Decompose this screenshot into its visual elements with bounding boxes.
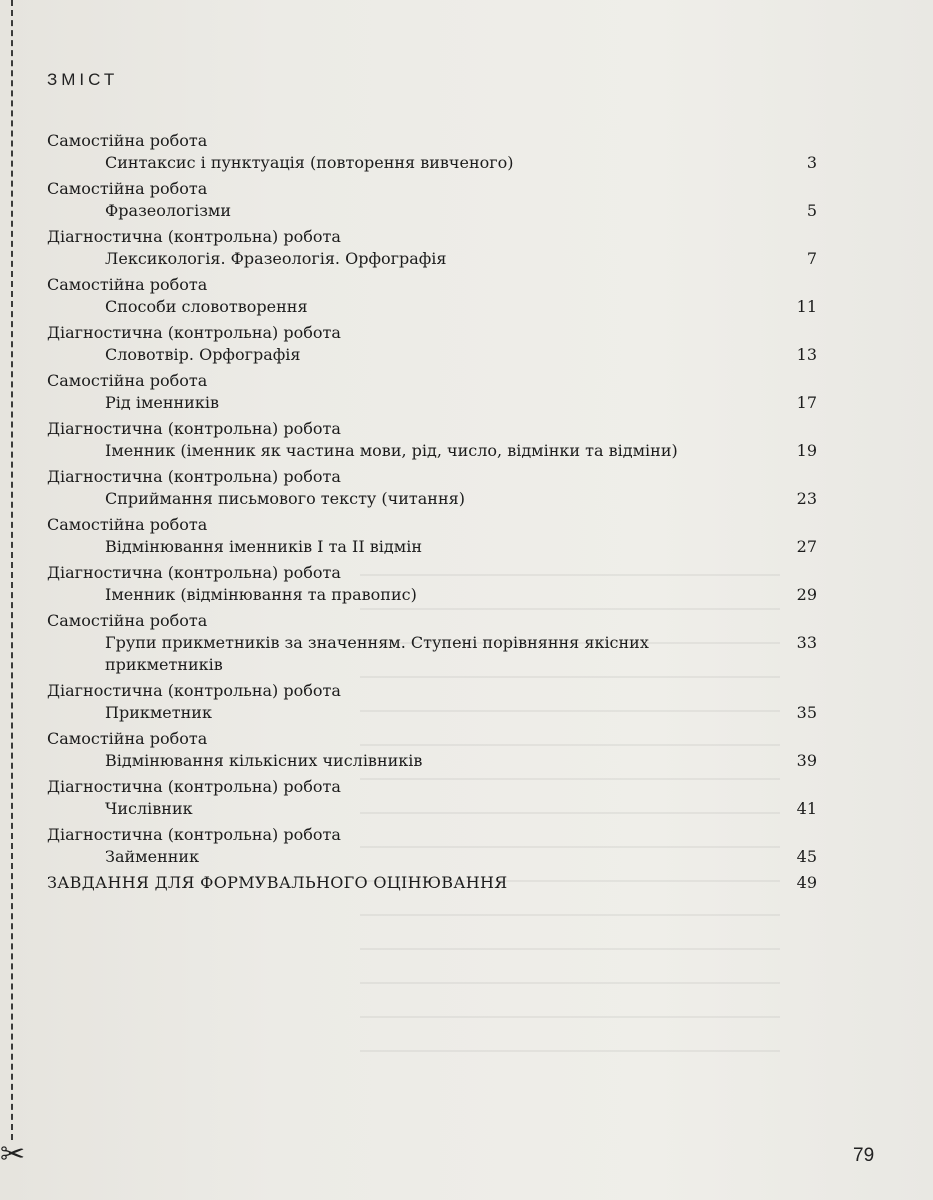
toc-entry xyxy=(47,824,827,868)
toc-entries xyxy=(47,130,827,868)
entry-page: 29 xyxy=(796,585,817,604)
entry-page: 3 xyxy=(806,153,817,172)
entry-topic: Лексикологія. Фразеологія. Орфографія xyxy=(105,249,447,268)
entry-row xyxy=(47,488,827,510)
entry-topic: Відмінювання іменників I та II відмін xyxy=(105,537,422,556)
entry-topic: Займенник xyxy=(105,847,200,866)
scissors-icon: ✂ xyxy=(0,1137,26,1172)
entry-topic: Сприймання письмового тексту (читання) xyxy=(105,489,465,508)
entry-type: Самостійна робота xyxy=(47,179,208,198)
entry-topic: Фразеологізми xyxy=(105,201,232,220)
entry-page: 45 xyxy=(796,847,817,866)
toc-entry xyxy=(47,680,827,724)
entry-page: 33 xyxy=(796,633,817,652)
toc-title: ЗМІСТ xyxy=(47,70,119,89)
entry-type: Діагностична (контрольна) робота xyxy=(47,227,341,246)
entry-row xyxy=(47,200,827,222)
entry-type: Діагностична (контрольна) робота xyxy=(47,419,341,438)
entry-page: 5 xyxy=(806,201,817,220)
entry-row xyxy=(47,584,827,606)
final-entry-page: 49 xyxy=(796,873,817,892)
entry-page: 19 xyxy=(796,441,817,460)
entry-row xyxy=(47,632,827,676)
table-of-contents xyxy=(47,130,827,894)
entry-type: Самостійна робота xyxy=(47,275,208,294)
entry-row xyxy=(47,846,827,868)
entry-topic: Словотвір. Орфографія xyxy=(105,345,301,364)
entry-type: Діагностична (контрольна) робота xyxy=(47,681,341,700)
entry-row xyxy=(47,750,827,772)
entry-row xyxy=(47,296,827,318)
final-entry-title: ЗАВДАННЯ ДЛЯ ФОРМУВАЛЬНОГО ОЦІНЮВАННЯ xyxy=(47,873,508,892)
entry-type: Самостійна робота xyxy=(47,371,208,390)
entry-row xyxy=(47,440,827,462)
toc-entry xyxy=(47,130,827,174)
toc-entry xyxy=(47,178,827,222)
entry-topic: Іменник (відмінювання та правопис) xyxy=(105,585,417,604)
toc-entry xyxy=(47,418,827,462)
entry-row xyxy=(47,248,827,270)
entry-page: 13 xyxy=(796,345,817,364)
toc-entry xyxy=(47,610,827,676)
entry-row xyxy=(47,702,827,724)
entry-type: Діагностична (контрольна) робота xyxy=(47,777,341,796)
entry-page: 39 xyxy=(796,751,817,770)
toc-entry xyxy=(47,466,827,510)
toc-entry xyxy=(47,322,827,366)
entry-type: Діагностична (контрольна) робота xyxy=(47,825,341,844)
entry-page: 17 xyxy=(796,393,817,412)
entry-type: Діагностична (контрольна) робота xyxy=(47,467,341,486)
entry-page: 23 xyxy=(796,489,817,508)
entry-topic: Групи прикметників за значенням. Ступені порівняння якісних прикметників xyxy=(105,633,649,674)
entry-page: 35 xyxy=(796,703,817,722)
entry-type: Самостійна робота xyxy=(47,515,208,534)
entry-type: Діагностична (контрольна) робота xyxy=(47,323,341,342)
entry-row xyxy=(47,344,827,366)
entry-topic: Прикметник xyxy=(105,703,212,722)
entry-topic: Способи словотворення xyxy=(105,297,308,316)
cut-line xyxy=(11,0,13,1140)
entry-row xyxy=(47,536,827,558)
entry-type: Самостійна робота xyxy=(47,131,208,150)
entry-type: Діагностична (контрольна) робота xyxy=(47,563,341,582)
toc-entry xyxy=(47,562,827,606)
entry-row xyxy=(47,798,827,820)
entry-row xyxy=(47,392,827,414)
entry-row xyxy=(47,152,827,174)
toc-entry xyxy=(47,776,827,820)
page-number: 79 xyxy=(853,1145,875,1166)
entry-type: Самостійна робота xyxy=(47,611,208,630)
entry-topic: Іменник (іменник як частина мови, рід, число, відмінки та відміни) xyxy=(105,441,678,460)
toc-final-entry xyxy=(47,872,827,894)
entry-topic: Числівник xyxy=(105,799,193,818)
entry-topic: Відмінювання кількісних числівників xyxy=(105,751,423,770)
entry-page: 27 xyxy=(796,537,817,556)
toc-entry xyxy=(47,514,827,558)
entry-page: 11 xyxy=(796,297,817,316)
entry-topic: Рід іменників xyxy=(105,393,219,412)
toc-entry xyxy=(47,226,827,270)
toc-entry xyxy=(47,274,827,318)
toc-entry xyxy=(47,728,827,772)
entry-page: 7 xyxy=(806,249,817,268)
entry-type: Самостійна робота xyxy=(47,729,208,748)
toc-entry xyxy=(47,370,827,414)
entry-topic: Синтаксис і пунктуація (повторення вивченого) xyxy=(105,153,514,172)
entry-page: 41 xyxy=(796,799,817,818)
